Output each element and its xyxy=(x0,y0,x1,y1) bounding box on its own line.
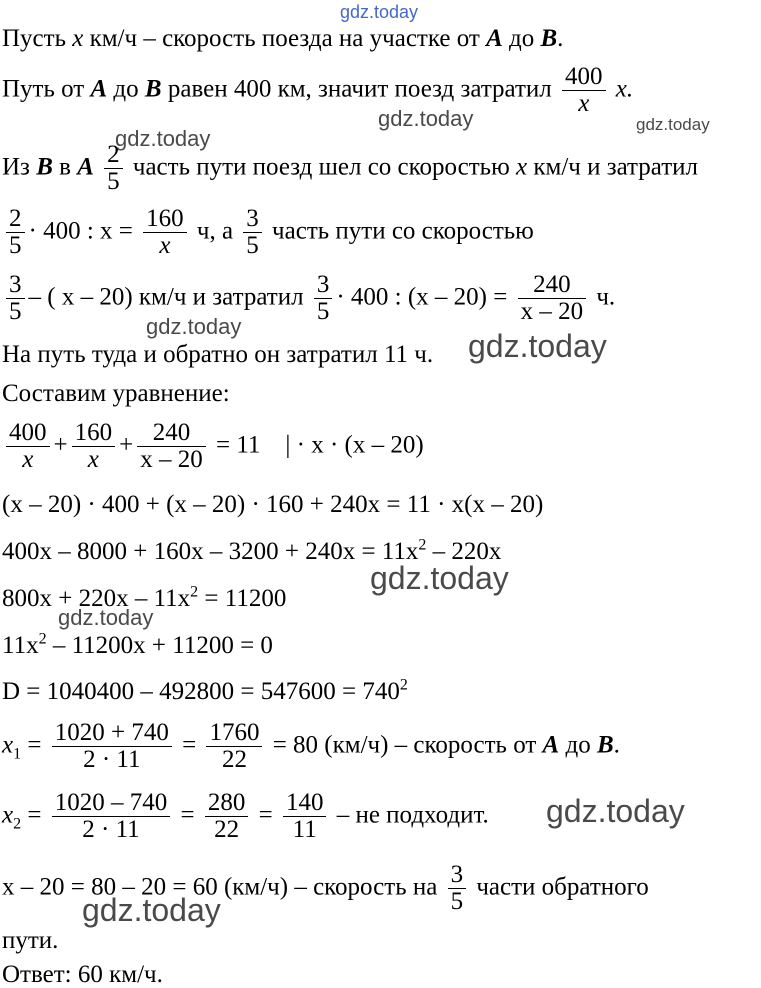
text-line-16: x – 20 = 80 – 20 = 60 (км/ч) – скорость на $\frac{3}{5}$ части обратного xyxy=(2,861,649,916)
answer-line: Ответ: 60 км/ч. xyxy=(2,961,163,988)
text-line-6: На путь туда и обратно он затратил 11 ч. xyxy=(2,341,434,368)
fraction-x2-a: $\frac{1020 - 740}{2 \cdot 11}$ xyxy=(52,790,171,844)
fraction-280-22: $\frac{280}{22}$ xyxy=(205,790,249,844)
text-line-11: $800x + 220x - 11x^2 = 11200$ xyxy=(2,583,287,612)
watermark-top: gdz.today xyxy=(340,2,419,22)
text-line-1: Пусть x км/ч – скорость поезда на участке от A до B. xyxy=(2,25,564,52)
fraction-1760-22: $\frac{1760}{22}$ xyxy=(206,720,262,774)
text-line-17: пути. xyxy=(2,927,59,954)
fraction-3-5: $\frac{3}{5}$ xyxy=(6,272,25,326)
watermark: gdz.today xyxy=(636,115,710,134)
text-line-10: $400x - 8000 + 160x - 3200 + 240x = 11x^2 - 220x$ xyxy=(2,536,502,565)
watermark: gdz.today xyxy=(58,605,154,630)
text-line-14: $x_1$ = $\frac{1020 + 740}{2 \cdot 11}$ = $\frac{1760}{22}$ = 80 (км/ч) – скорость от A до B. xyxy=(2,719,620,774)
watermark: gdz.today xyxy=(378,106,474,131)
text-line-2: Путь от A до B равен 400 км, значит поезд затратил $\frac{400}{x}$ x. xyxy=(2,63,634,118)
text-line-5: $\frac{3}{5}$ – ( x – 20) км/ч и затратил $\frac{3}{5}$ · 400 : (x – 20) = $\frac{240}{x - 20}$ ч. xyxy=(2,272,615,326)
text-line-13: $D = 1040400 - 492800 = 547600 = 740^2$ xyxy=(2,676,408,705)
fraction-3-5: $\frac{3}{5}$ xyxy=(243,206,262,260)
fraction-3-5: $\frac{3}{5}$ xyxy=(448,862,467,916)
text-line-3: Из B в A $\frac{2}{5}$ часть пути поезд шел со скоростью x км/ч и затратил xyxy=(2,141,699,196)
watermark: gdz.today xyxy=(115,126,211,151)
watermark: gdz.today xyxy=(468,328,607,364)
watermark: gdz.today xyxy=(82,892,221,928)
text-line-12: $11x^2 - 11200x + 11200 = 0$ xyxy=(2,630,273,659)
fraction-140-11: $\frac{140}{11}$ xyxy=(283,790,327,844)
fraction-2-5: $\frac{2}{5}$ xyxy=(6,206,25,260)
text-line-15: $x_2$ = $\frac{1020 - 740}{2 \cdot 11}$ = $\frac{280}{22}$ = $\frac{140}{11}$ – не подходит. xyxy=(2,789,489,844)
fraction-x1-a: $\frac{1020 + 740}{2 \cdot 11}$ xyxy=(52,720,172,774)
fraction-160-x: $\frac{160}{x}$ xyxy=(143,206,187,260)
fraction-240-x-20: $\frac{240}{x - 20}$ xyxy=(518,272,587,326)
fraction-3-5: $\frac{3}{5}$ xyxy=(314,272,333,326)
fraction-2-5: $\frac{2}{5}$ xyxy=(104,142,123,196)
fraction-160-x: $\frac{160}{x}$ xyxy=(72,420,116,474)
text-line-9: (x – 20) · 400 + (x – 20) · 160 + 240x = 11 · x(x – 20) xyxy=(2,491,544,518)
watermark: gdz.today xyxy=(370,560,509,596)
text-line-4: $\frac{2}{5}$ · 400 : x = $\frac{160}{x}$ ч, а $\frac{3}{5}$ часть пути со скоростью xyxy=(2,206,534,260)
text-line-7: Составим уравнение: xyxy=(2,380,230,407)
watermark: gdz.today xyxy=(546,793,685,829)
fraction-400-x: $\frac{400}{x}$ xyxy=(562,64,606,118)
equation-line: $\frac{400}{x}$ + $\frac{160}{x}$ + $\frac{240}{x - 20}$ = 11 | · x · (x – 20) xyxy=(2,420,424,474)
fraction-400-x: $\frac{400}{x}$ xyxy=(6,420,50,474)
fraction-240-x-20: $\frac{240}{x - 20}$ xyxy=(137,420,206,474)
watermark: gdz.today xyxy=(146,314,242,339)
